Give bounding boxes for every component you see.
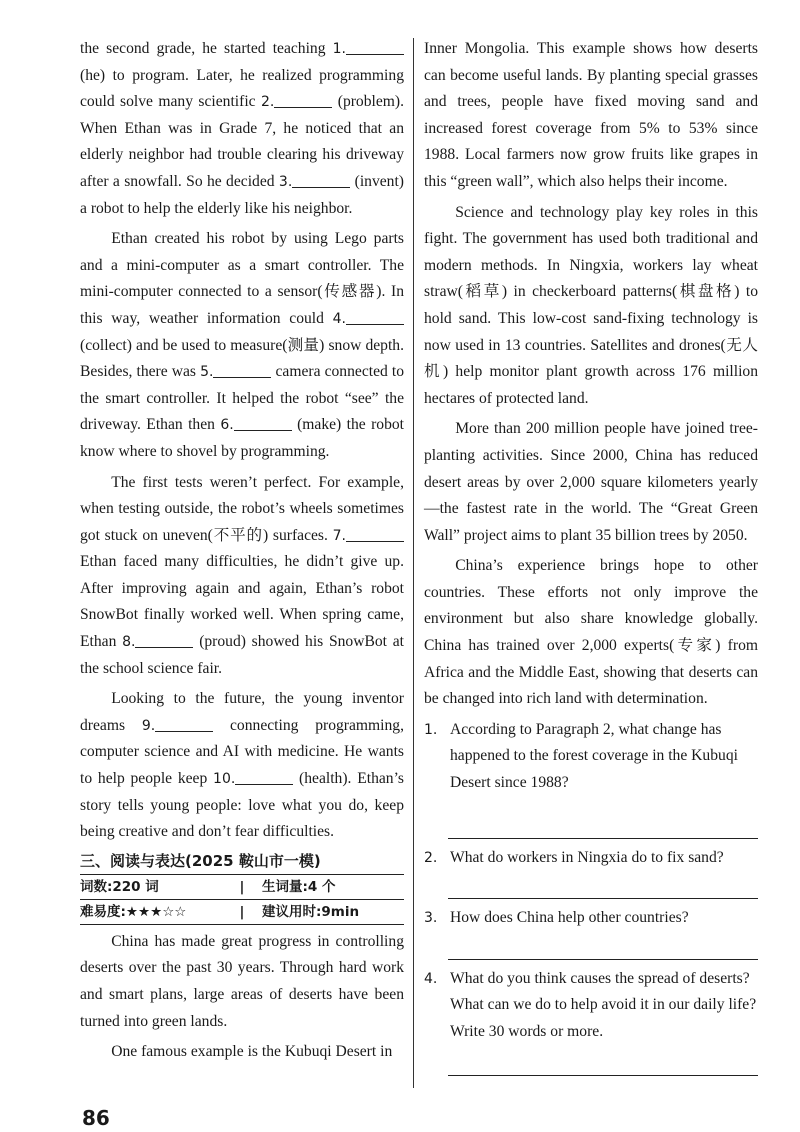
meta-row-1 [80,874,404,900]
answer-line-1[interactable] [448,837,758,839]
passage-b-paragraph-1: China has made great progress in controlling deserts over the past 30 years. Through hard work and smart plans, large areas of deserts have been turned into green lands. [80,932,404,1030]
blank-9[interactable] [155,715,213,732]
blank-6[interactable] [234,414,292,431]
blank-number-6: 6. [220,417,234,434]
suggested-time: 建议用时:9min [262,903,360,920]
passage-b-paragraph-4: More than 200 million people have joined tree-planting activities. Since 2000, China has reduced desert areas by over 2,000 square kilometers yearly—the fastest rate in the world. The “Great Green Wall” project aims to plant 35 billion trees by 2050. [424,420,758,544]
answer-line-3[interactable] [448,958,758,960]
blank-4[interactable] [346,308,404,325]
answer-line-2[interactable] [448,897,758,899]
blank-7[interactable] [346,525,404,542]
blank-5[interactable] [213,361,271,378]
question-number: 3. [424,910,438,927]
question-text: How does China help other countries? [450,909,689,927]
question-number: 2. [424,849,438,866]
passage-b-paragraph-3: Science and technology play key roles in this fight. The government has used both traditional and modern methods. In Ningxia, workers lay wheat straw(稻草) in checkerboard patterns(棋盘格) to hold sand. This low-cost sand-fixing technology is now used in 13 countries. Satellites and drones(无人机) help monitor plant growth across 176 million hectares of protected land. [424,203,758,407]
passage-b-paragraph-2-start: One famous example is the Kubuqi Desert in [111,1043,393,1061]
question-2 [424,845,758,872]
blank-number-10: 10. [213,771,236,788]
question-number: 4. [424,970,438,987]
passage-a-paragraph-4: Looking to the future, the young inventor dreams 9. connecting programming, computer science and AI with medicine. He wants to help people keep 10. (health). Ethan’s story tells young people: love what you do, keep being creative and don’t fear difficulties. [80,690,404,841]
question-1 [424,717,758,797]
blank-number-8: 8. [122,634,136,651]
right-column [424,36,758,1076]
blank-number-1: 1. [332,41,346,57]
passage-b-paragraph-2-cont: Inner Mongolia. This example shows how deserts can become useful lands. By planting special grasses and trees, people have fixed moving sand and increased forest coverage from 5% to 53% since 1988. Local farmers now grow fruits like grapes in this “green wall”, which also helps their income. [424,40,758,190]
meta-row-2 [80,900,404,925]
column-divider [413,38,414,1088]
question-3 [424,905,758,932]
blank-10[interactable] [235,768,293,785]
blank-3[interactable] [292,171,350,188]
difficulty-rating: 难易度:★★★☆☆ [80,903,187,920]
passage-a-paragraph-1: the second grade, he started teaching 1. (he) to program. Later, he realized programming could solve many scientific 2. (problem). When Ethan was in Grade 7, he noticed that an elderly neighbor had trouble clearing his driveway after a snowfall. So he decided 3. (invent) a robot to help the elderly like his neighbor. [80,40,405,217]
blank-8[interactable] [135,631,193,648]
meta-separator: | [239,878,245,895]
blank-number-3: 3. [278,173,293,190]
question-text: What do workers in Ningxia do to fix sand? [450,848,724,866]
word-count: 词数:220 词 [80,878,159,895]
passage-a-paragraph-2: Ethan created his robot by using Lego parts and a mini-computer as a smart controller. The mini-computer connected to a sensor(传感器). In this way, weather information could 4. (collect) and be used to measure(测量) snow depth. Besides, there was 5. camera connected to the smart controller. It helped the robot “see” the driveway. Ethan then 6. (make) the robot know where to shovel by programming. [80,230,404,460]
left-column [80,36,404,1066]
question-4 [424,966,758,1046]
blank-number-9: 9. [141,717,156,734]
blank-number-2: 2. [260,94,275,111]
passage-b-paragraph-5: China’s experience brings hope to other countries. These efforts not only improve the environment but also share knowledge globally. China has trained over 2,000 experts(专家) from Africa and the Middle East, showing that deserts can be changed into rich land with determination. [424,557,758,708]
blank-number-4: 4. [332,310,346,327]
section-title: 三、阅读与表达(2025 鞍山市一模) [80,851,321,870]
blank-number-5: 5. [200,364,214,381]
new-word-count: 生词量:4 个 [262,878,336,895]
blank-2[interactable] [274,91,332,108]
passage-a-paragraph-3: The first tests weren’t perfect. For example, when testing outside, the robot’s wheels sometimes got stuck on uneven(不平的) surfaces. 7. Ethan faced many difficulties, he didn’t give up. After improving again and again, Ethan’s robot SnowBot finally worked well. When spring came, Ethan 8. (proud) showed his SnowBot at the school science fair. [80,473,404,677]
meta-separator: | [239,903,245,920]
answer-line-4[interactable] [448,1074,758,1076]
question-text: What do you think causes the spread of deserts? What can we do to help avoid it in our daily life? Write 30 words or more. [450,969,757,1040]
blank-number-7: 7. [332,527,346,544]
page-number: 86 [82,1106,110,1130]
blank-1[interactable] [346,38,404,55]
question-number: 1. [424,721,438,738]
question-text: According to Paragraph 2, what change has happened to the forest coverage in the Kubuqi Desert since 1988? [450,720,738,792]
